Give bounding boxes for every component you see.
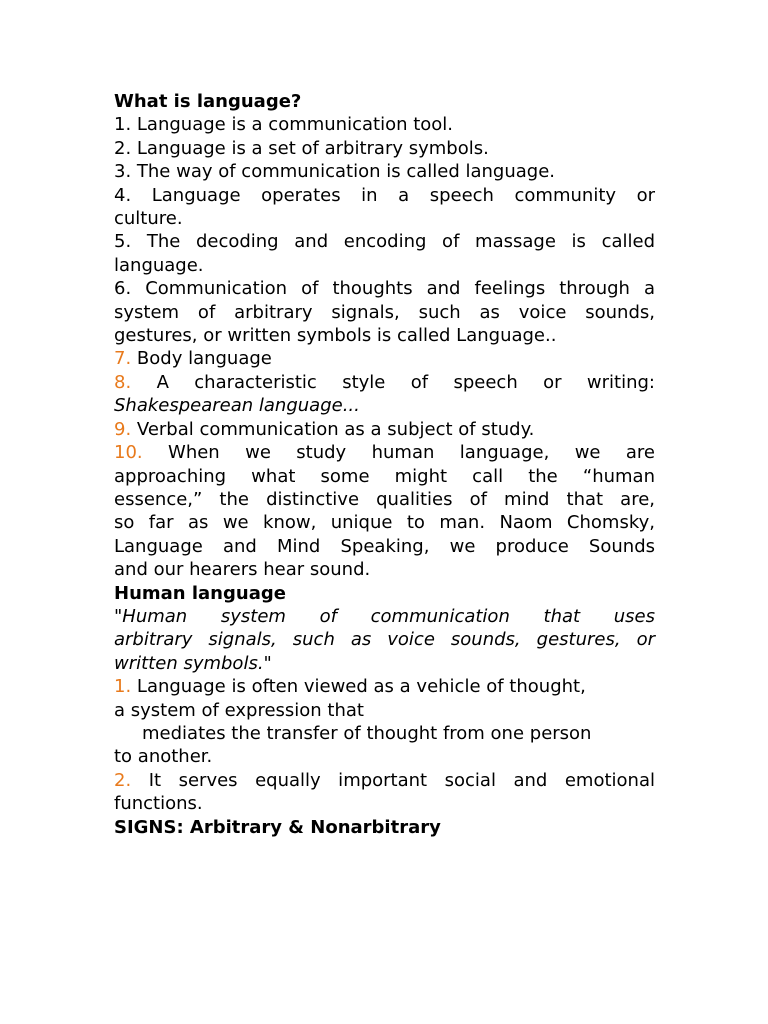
human-point-1-line-3: mediates the transfer of thought from one person [142,722,592,744]
heading-human-language: Human language [114,582,286,604]
quote-text: Human system of communication that uses [122,605,655,627]
definition-item-10-line-4: so far as we know, unique to man. Naom Chomsky, [114,512,655,534]
human-point-1-line-4: to another. [114,746,213,768]
definition-item-5-line-2: language. [114,254,204,276]
item-text: Language is often viewed as a vehicle of thought, [131,676,586,698]
definition-item-6-line-2: system of arbitrary signals, such as voice sounds, [114,301,655,323]
quote-close: " [263,652,272,674]
human-point-2-line-2: functions. [114,793,203,815]
definition-item-4-line-2: culture. [114,208,183,230]
item-number: 8. [114,371,132,393]
definition-item-2: 2. Language is a set of arbitrary symbols. [114,137,489,159]
quote-text: written symbols. [114,652,264,674]
definition-item-3: 3. The way of communication is called language. [114,161,555,183]
definition-item-6-line-1: 6. Communication of thoughts and feelings through a [114,278,655,300]
definition-item-10-line-2: approaching what some might call the “human [114,465,655,487]
document-page [114,90,655,839]
item-number: 7. [114,348,132,370]
item-number: 9. [114,418,132,440]
item-number: 2. [114,769,132,791]
item-number: 1. [114,676,132,698]
quote-line-2: arbitrary signals, such as voice sounds, gestures, or [114,629,655,651]
definition-item-8-line-1 [114,371,655,394]
quote-line-3 [114,652,655,675]
definition-item-10-line-3: essence,” the distinctive qualities of mind that are, [114,488,655,510]
quote-line-1 [114,605,655,628]
definition-item-1: 1. Language is a communication tool. [114,114,454,136]
definition-item-6-line-3: gestures, or written symbols is called Language.. [114,325,557,347]
item-text: When we study human language, we are [142,442,655,464]
item-number: 10. [114,442,143,464]
definition-item-8-line-2: Shakespearean language... [114,395,360,417]
definition-item-10-line-6: and our hearers hear sound. [114,559,371,581]
quote-open: " [114,605,123,627]
definition-item-4-line-1: 4. Language operates in a speech community or [114,184,655,206]
item-text: It serves equally important social and emotional [131,769,655,791]
item-text: Verbal communication as a subject of study. [131,418,535,440]
item-text: Body language [131,348,272,370]
human-point-2-line-1 [114,769,655,792]
human-point-1-line-2: a system of expression that [114,699,364,721]
heading-what-is-language: What is language? [114,91,302,112]
heading-signs: SIGNS: Arbitrary & Nonarbitrary [114,816,441,838]
definition-item-10-line-1 [114,441,655,464]
human-point-1-line-1 [114,675,655,698]
definition-item-10-line-5: Language and Mind Speaking, we produce Sounds [114,535,655,557]
item-text: A characteristic style of speech or writing: [131,371,655,393]
definition-item-9 [114,418,655,441]
definition-item-7 [114,347,655,370]
definition-item-5-line-1: 5. The decoding and encoding of massage is called [114,231,655,253]
